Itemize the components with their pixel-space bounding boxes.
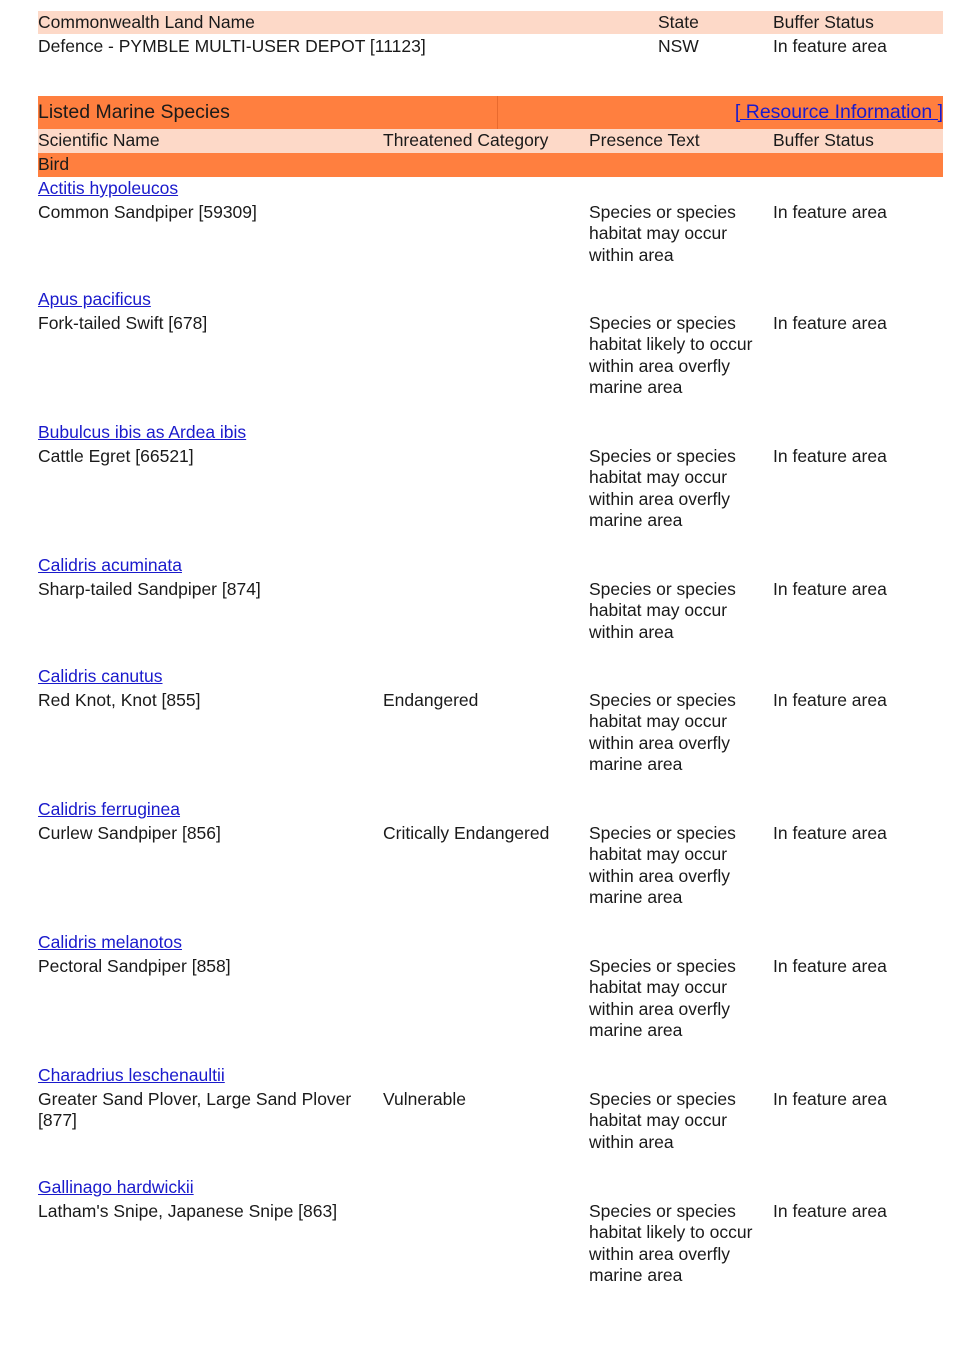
scientific-name-header: Scientific Name [38, 130, 160, 150]
threatened-category-cell: Critically Endangered [383, 823, 550, 843]
land-name-cell: Defence - PYMBLE MULTI-USER DEPOT [11123] [38, 36, 426, 56]
presence-text-cell: Species or species habitat likely to occur within area overfly marine area [589, 1201, 753, 1285]
threatened-category-cell: Endangered [383, 690, 479, 710]
land-buffer-cell: In feature area [773, 36, 887, 56]
species-scientific-link[interactable]: Calidris acuminata [38, 555, 182, 575]
species-common-name: Latham's Snipe, Japanese Snipe [863] [38, 1201, 338, 1221]
buffer-status-header: Buffer Status [773, 130, 874, 150]
buffer-status-cell: In feature area [773, 956, 887, 976]
species-common-name: Red Knot, Knot [855] [38, 690, 201, 710]
presence-text-cell: Species or species habitat likely to occur within area overfly marine area [589, 313, 753, 397]
land-state-header: State [658, 12, 699, 32]
species-common-name: Pectoral Sandpiper [858] [38, 956, 231, 976]
species-scientific-link[interactable]: Charadrius leschenaultii [38, 1065, 225, 1085]
presence-text-cell: Species or species habitat may occur within area overfly marine area [589, 690, 736, 774]
species-scientific-link[interactable]: Actitis hypoleucos [38, 178, 179, 198]
buffer-status-cell: In feature area [773, 579, 887, 599]
presence-text-cell: Species or species habitat may occur within area [589, 579, 736, 642]
group-label: Bird [38, 154, 70, 174]
species-common-name: Fork-tailed Swift [678] [38, 313, 208, 333]
buffer-status-cell: In feature area [773, 313, 887, 333]
species-scientific-link[interactable]: Apus pacificus [38, 289, 151, 309]
presence-text-cell: Species or species habitat may occur within area overfly marine area [589, 823, 736, 907]
buffer-status-cell: In feature area [773, 823, 887, 843]
resource-information-link[interactable]: [ Resource Information ] [734, 101, 943, 123]
species-scientific-link[interactable]: Bubulcus ibis as Ardea ibis [38, 422, 247, 442]
species-common-name: Greater Sand Plover, Large Sand Plover [877] [38, 1089, 352, 1131]
land-state-cell: NSW [658, 36, 699, 56]
species-scientific-link[interactable]: Calidris canutus [38, 666, 163, 686]
section-title: Listed Marine Species [38, 101, 230, 123]
species-scientific-link[interactable]: Calidris ferruginea [38, 799, 181, 819]
buffer-status-cell: In feature area [773, 690, 887, 710]
threatened-category-header: Threatened Category [383, 130, 549, 150]
presence-text-header: Presence Text [589, 130, 700, 150]
threatened-category-cell: Vulnerable [383, 1089, 467, 1109]
presence-text-cell: Species or species habitat may occur within area [589, 1089, 736, 1152]
species-scientific-link[interactable]: Calidris melanotos [38, 932, 182, 952]
buffer-status-cell: In feature area [773, 1089, 887, 1109]
land-buffer-header: Buffer Status [773, 12, 874, 32]
species-common-name: Cattle Egret [66521] [38, 446, 194, 466]
presence-text-cell: Species or species habitat may occur within area overfly marine area [589, 956, 736, 1040]
species-common-name: Sharp-tailed Sandpiper [874] [38, 579, 261, 599]
species-scientific-link[interactable]: Gallinago hardwickii [38, 1177, 194, 1197]
group-band [38, 153, 943, 177]
buffer-status-cell: In feature area [773, 446, 887, 466]
buffer-status-cell: In feature area [773, 1201, 887, 1221]
species-common-name: Common Sandpiper [59309] [38, 202, 257, 222]
presence-text-cell: Species or species habitat may occur within area overfly marine area [589, 446, 736, 530]
species-common-name: Curlew Sandpiper [856] [38, 823, 221, 843]
presence-text-cell: Species or species habitat may occur within area [589, 202, 736, 265]
land-name-header: Commonwealth Land Name [38, 12, 255, 32]
buffer-status-cell: In feature area [773, 202, 887, 222]
section-title-divider [497, 96, 498, 129]
